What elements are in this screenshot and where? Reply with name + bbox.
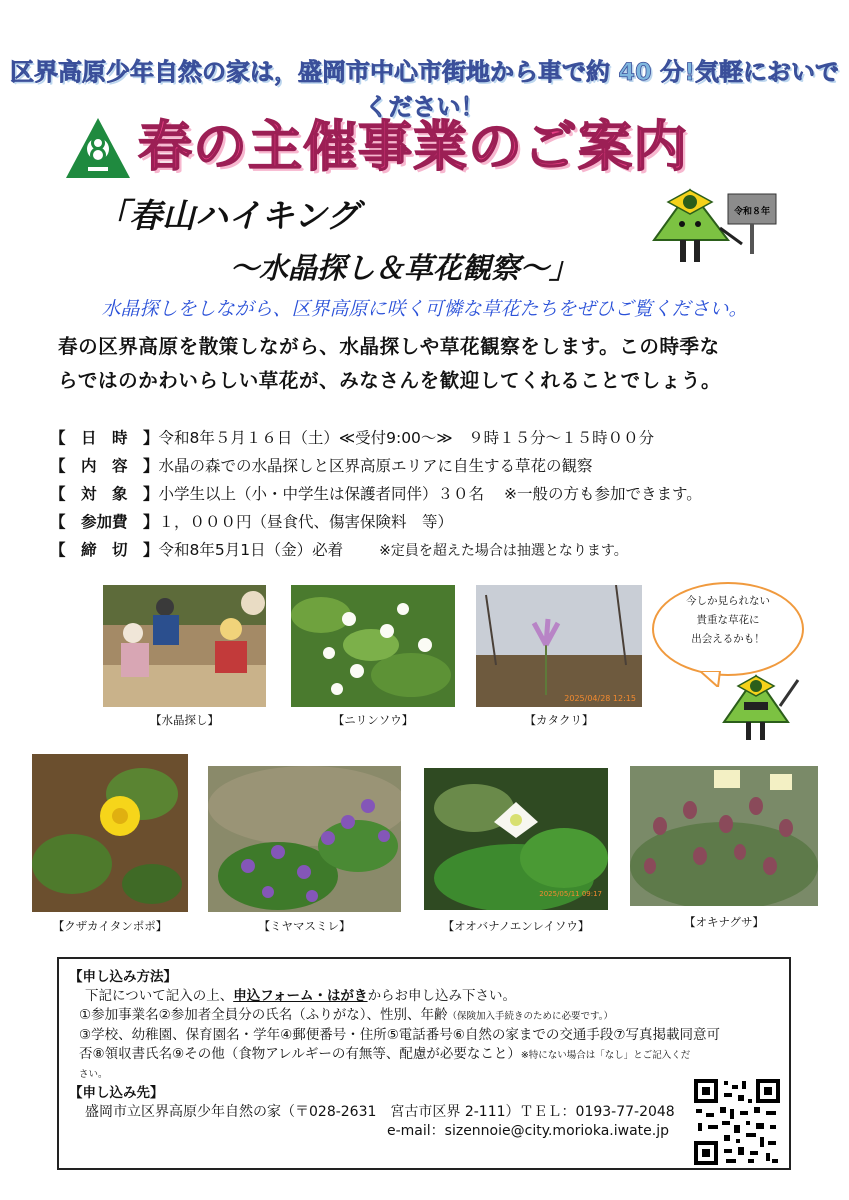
detail-row-date [50,424,820,452]
top-banner: 区界高原少年自然の家は，盛岡市中心市街地から車で約 40 分!気軽においでください！ [9,58,840,121]
detail-note: ※定員を超えた場合は抽選となります。 [379,543,628,559]
apply-email[interactable]: e-mail：sizennoie@city.morioka.iwate.jp [387,1123,669,1139]
photo-katakuri [476,585,642,707]
detail-row-target [50,480,820,508]
apply-method-title: 【申し込み方法】 [69,969,177,985]
application-box [57,957,791,1170]
caption-ooba-enreisou: 【オオバナノエンレイソウ】 [442,919,590,933]
page-title: 春の主催事業のご案内 [138,115,688,178]
mascot-icon [650,182,780,282]
speech-bubble [652,582,804,676]
bubble-line: 今しか見られない [686,595,770,607]
mascot-icon [718,672,800,744]
detail-value: 小学生以上（小・中学生は保護者同伴）３０名 [158,485,485,503]
apply-form-link[interactable]: 申込フォーム・はがき [233,988,368,1004]
apply-intro-text: 下記について記入の上、 [85,988,234,1004]
detail-note: ※一般の方も参加できます。 [504,485,702,503]
apply-item-text: ①参加事業名②参加者全員分の氏名（ふりがな）、性別、年齢 [79,1007,448,1023]
photo-nirinsou [291,585,455,707]
caption-okinagusa: 【オキナグサ】 [683,915,765,929]
apply-intro [69,987,769,1006]
apply-item-line: さい。 [79,1069,108,1080]
mascot-sign-text: 令和８年 [733,207,771,217]
apply-address: 盛岡市立区界高原少年自然の家（〒028-2631 宮古市区界 2-111）ＴＥＬ：0193-77-2048 [85,1104,675,1120]
detail-row-deadline [50,536,820,564]
detail-label: 【 参加費 】 [50,513,159,531]
photo-miyama-sumire [208,766,401,912]
detail-label: 【 日 時 】 [50,429,159,447]
caption-nirinsou: 【ニリンソウ】 [332,713,414,727]
intro-line-1: 春の区界高原を散策しながら、水晶探しや草花観察をします。この時季な [58,335,720,358]
bubble-line: 出会えるかも！ [691,633,765,645]
event-details [50,424,820,564]
apply-intro-text: からお申し込み下さい。 [367,988,517,1004]
photo-timestamp: 2025/04/28 12:15 [564,694,636,703]
detail-label: 【 内 容 】 [50,457,159,475]
apply-item-note: ※特にない場合は「なし」とご記入くだ [520,1050,691,1061]
facility-logo-icon [64,116,132,180]
apply-dest-title: 【申し込み先】 [69,1085,164,1101]
caption-katakuri: 【カタクリ】 [524,713,594,727]
event-title: 「春山ハイキング [96,196,360,235]
apply-item-text: 否⑧領収書氏名⑨その他（食物アレルギーの有無等、配慮が必要なこと） [79,1046,521,1062]
caption-kuzakai-tanpopo: 【クザカイタンポポ】 [52,919,168,933]
apply-item-note: （保険加入手続きのために必要です。） [447,1011,613,1022]
detail-value: 令和8年５月１６日（土）≪受付9:00～≫ ９時１５分～１５時００分 [158,429,655,447]
event-subtitle: ～水晶探し＆草花観察～」 [230,251,579,285]
photo-okinagusa [630,766,818,906]
photo-ooba-enreisou [424,768,608,910]
intro-line-2: らではのかわいらしい草花が、みなさんを歓迎してくれることでしょう。 [58,369,722,392]
photo-timestamp: 2025/05/11 09:17 [539,890,602,898]
apply-item-line [69,1045,769,1065]
detail-value: 令和8年5月1日（金）必着 [158,541,344,559]
detail-value: 水晶の森での水晶探しと区界高原エリアに自生する草花の観察 [158,457,593,475]
detail-label: 【 対 象 】 [50,485,159,503]
photo-crystal-search [103,585,266,707]
detail-row-content [50,452,820,480]
bubble-line: 貴重な草花に [696,614,760,626]
caption-miyama-sumire: 【ミヤマスミレ】 [258,919,351,933]
detail-label: 【 締 切 】 [50,541,159,559]
qr-code-icon[interactable] [694,1079,780,1165]
photo-kuzakai-tanpopo [32,754,188,912]
intro-text [58,330,798,398]
detail-value: １，０００円（昼食代、傷害保険料 等） [158,513,454,531]
apply-item-line [69,1006,769,1026]
detail-row-fee [50,508,820,536]
tagline: 水晶探しをしながら、区界高原に咲く可憐な草花たちをぜひご覧ください。 [101,298,748,320]
apply-item-line: ③学校、幼稚園、保育園名・学年④郵便番号・住所⑤電話番号⑥自然の家までの交通手段⑦写真掲載同意可 [79,1027,721,1043]
caption-crystal-search: 【水晶探し】 [150,713,219,727]
